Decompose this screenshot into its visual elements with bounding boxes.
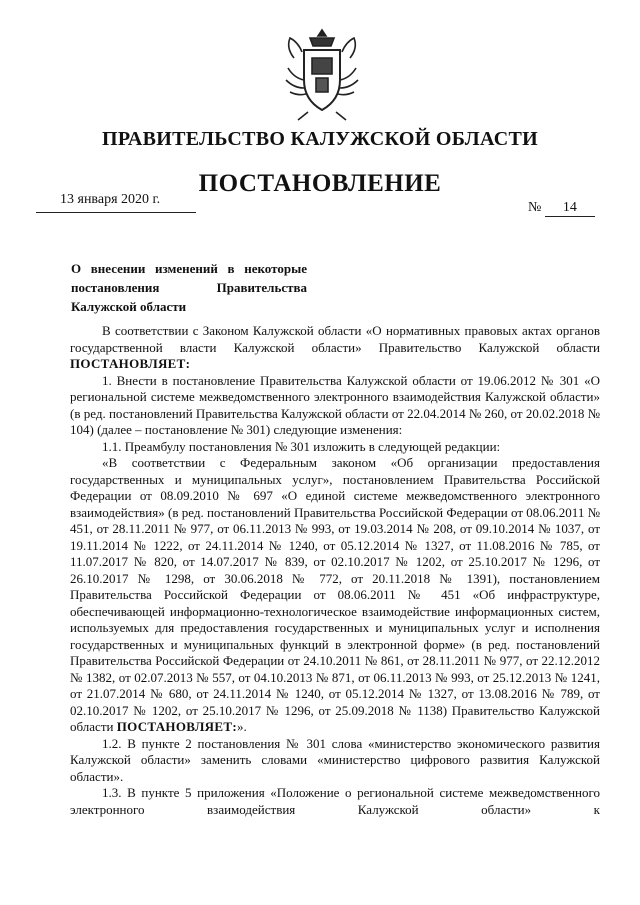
coat-of-arms-icon — [282, 28, 362, 124]
document-type: ПОСТАНОВЛЕНИЕ — [198, 170, 442, 197]
quoted-preamble: «В соответствии с Федеральным законом «Об организации предоставления государственных и муниципальных услуг», постановлением Правительства Российской Федерации от 08.09.2010 № 697 «О единой системе межведомственного электронного взаимодействия» (в ред. постановлений Правительства Российской Федерации от 08.06.2011 № 451, от 28.11.2011 № 977, от 06.11.2013 № 993, от 19.03.2014 № 208, от 09.10.2014 № 1037, от 19.11.2014 № 1222, от 24.11.2014 № 1240, от 05.12.2014 № 1327, от 11.08.2016 № 785, от 11.07.2017 № 820, от 14.07.2017 № 839, от 02.10.2017 № 1202, от 25.10.2017 № 1296, от 26.10.2017 № 1298, от 30.06.2018 № 772, от 20.11.2018 № 1391), постановлением Правительства Российской Федерации от 08.06.2011 № 451 «Об инфраструктуре, обеспечивающей информационно-технологическое взаимодействие информационных систем, используемых для предоставления государственных и муниципальных услуг и исполнения государственных и муниципальных функций в электронной форме» (в ред. постановлений Правительства Российской Федерации от 24.10.2011 № 861, от 28.11.2011 № 977, от 22.12.2012 № 1382, от 02.07.2013 № 557, от 04.10.2013 № 871, от 06.11.2013 № 993, от 25.12.2013 № 1241, от 21.07.2014 № 680, от 24.11.2014 № 1240, от 05.12.2014 № 1327, от 13.08.2016 № 789, от 02.10.2017 № 1202, от 25.10.2017 № 1296, от 25.09.2018 № 1138) Правительство Калужской области ПОСТАНОВЛЯЕТ:». — [70, 455, 600, 734]
document-date: 13 января 2020 г. — [60, 192, 161, 207]
date-underline — [36, 212, 196, 213]
document-body — [70, 323, 600, 818]
document-number — [528, 200, 595, 217]
government-title: ПРАВИТЕЛЬСТВО КАЛУЖСКОЙ ОБЛАСТИ — [102, 128, 538, 150]
paragraph-1-3: 1.3. В пункте 5 приложения «Положение о региональной системе межведомственного электронного взаимодействия Калужской области» к — [70, 785, 600, 817]
subject-line: Калужской области — [71, 299, 187, 314]
subject-line: постановления Правительства — [71, 280, 307, 295]
number-value: 14 — [545, 200, 595, 217]
subject-line: О внесении изменений в некоторые — [71, 261, 307, 276]
paragraph-1-2: 1.2. В пункте 2 постановления № 301 слова «министерство экономического развития Калужской области» заменить словами «министерство цифрового развития Калужской области». — [70, 735, 600, 784]
number-label: № — [528, 200, 542, 215]
intro-paragraph: В соответствии с Законом Калужской области «О нормативных правовых актах органов государственной власти Калужской области» Правительство Калужской области ПОСТАНОВЛЯЕТ: — [70, 323, 600, 371]
paragraph-1-1: 1.1. Преамбулу постановления № 301 изложить в следующей редакции: — [102, 438, 501, 454]
document-subject — [71, 259, 307, 316]
paragraph-1: 1. Внести в постановление Правительства Калужской области от 19.06.2012 № 301 «О региональной системе межведомственного электронного взаимодействия Калужской области» (в ред. постановлений Правительства Калужской области от 22.04.2014 № 260, от 20.02.2018 № 104) (далее – постановление № 301) следующие изменения: — [70, 372, 600, 437]
